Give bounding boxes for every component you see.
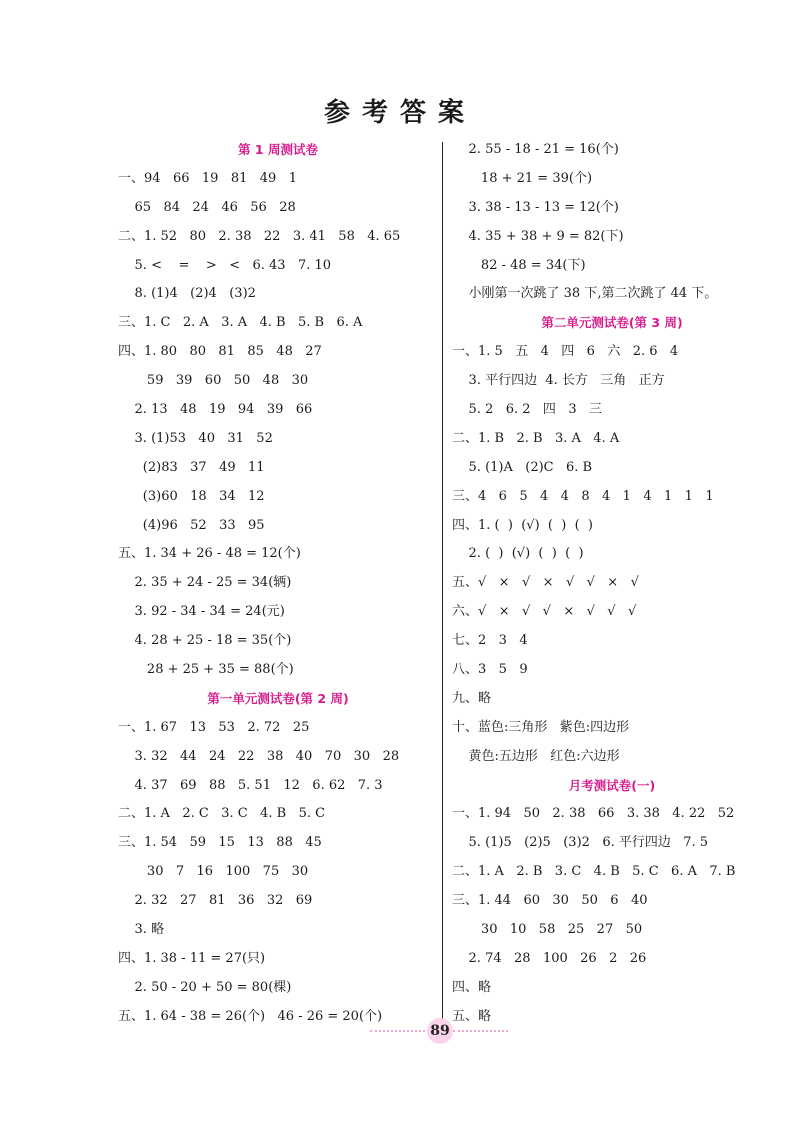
left-column [118, 136, 438, 1032]
answer-line: 2. ( ) (√) ( ) ( ) [452, 546, 584, 562]
answer-line: 五、1. 64 - 38 = 26(个) 46 - 26 = 20(个) [118, 1008, 383, 1024]
page-footer [330, 1008, 510, 1048]
answer-line: 3. 略 [118, 922, 165, 938]
answer-line: 一、1. 5 五 4 四 6 六 2. 6 4 [452, 344, 679, 360]
answer-line: 四、1. 80 80 81 85 48 27 [118, 344, 322, 360]
answer-line: 一、1. 94 50 2. 38 66 3. 38 4. 22 52 [452, 806, 735, 822]
answer-line: 十、蓝色:三角形 紫色:四边形 [452, 719, 630, 735]
answer-line: 五、1. 34 + 26 - 48 = 12(个) [118, 546, 301, 562]
answer-line: 四、略 [452, 979, 492, 995]
answer-line: 30 10 58 25 27 50 [452, 922, 643, 938]
section-heading: 月考测试卷(一) [568, 777, 656, 793]
answer-line: 30 7 16 100 75 30 [118, 864, 309, 880]
answer-line: 2. 35 + 24 - 25 = 34(辆) [118, 575, 292, 591]
answer-line: 3. 平行四边 4. 长方 三角 正方 [452, 373, 665, 389]
answer-line: 5. (1)5 (2)5 (3)2 6. 平行四边 7. 5 [452, 835, 709, 851]
answer-line: (2)83 37 49 11 [118, 459, 265, 475]
answer-line: 三、4 6 5 4 4 8 4 1 4 1 1 1 [452, 488, 714, 504]
column-divider [442, 142, 443, 1027]
answer-line: 28 + 25 + 35 = 88(个) [118, 662, 294, 678]
answer-line: 4. 37 69 88 5. 51 12 6. 62 7. 3 [118, 777, 383, 793]
answer-line: 8. (1)4 (2)4 (3)2 [118, 286, 256, 302]
answer-line: 2. 55 - 18 - 21 = 16(个) [452, 142, 619, 157]
answer-line: 二、1. A 2. C 3. C 4. B 5. C [118, 806, 326, 822]
answer-line: 七、2 3 4 [452, 633, 528, 649]
answer-line: 3. 32 44 24 22 38 40 70 30 28 [118, 748, 400, 764]
answer-line: 82 - 48 = 34(下) [452, 257, 586, 273]
answer-line: 四、1. ( ) (√) ( ) ( ) [452, 517, 593, 533]
answer-line: 黄色:五边形 红色:六边形 [452, 748, 620, 764]
answer-line: 一、94 66 19 81 49 1 [118, 170, 297, 186]
answer-line: 三、1. 44 60 30 50 6 40 [452, 893, 648, 909]
section-heading: 第一单元测试卷(第 2 周) [207, 690, 349, 706]
answer-line: 3. 92 - 34 - 34 = 24(元) [118, 604, 285, 620]
dotted-rule-left [370, 1030, 425, 1032]
answer-line: 八、3 5 9 [452, 662, 528, 678]
answer-line: 18 + 21 = 39(个) [452, 170, 593, 186]
answer-line: 六、√ × √ √ × √ √ √ [452, 604, 637, 620]
answer-line: (4)96 52 33 95 [118, 517, 265, 533]
right-column [452, 136, 772, 1032]
answer-line: 5. 2 6. 2 四 3 三 [452, 402, 603, 418]
answer-line: 2. 32 27 81 36 32 69 [118, 893, 313, 909]
answer-line: 一、1. 67 13 53 2. 72 25 [118, 719, 310, 735]
section-heading: 第 1 周测试卷 [238, 142, 318, 157]
answer-line: 2. 50 - 20 + 50 = 80(棵) [118, 979, 292, 995]
answer-line: 65 84 24 46 56 28 [118, 199, 296, 215]
answer-line: 3. (1)53 40 31 52 [118, 430, 273, 446]
dotted-rule-right [453, 1030, 508, 1032]
answer-line: 3. 38 - 13 - 13 = 12(个) [452, 199, 619, 215]
answer-line: 2. 74 28 100 26 2 26 [452, 950, 647, 966]
page-title: 参考答案 [323, 98, 476, 128]
answer-line: 5. (1)A (2)C 6. B [452, 459, 593, 475]
answer-line: (3)60 18 34 12 [118, 488, 265, 504]
answer-line: 二、1. B 2. B 3. A 4. A [452, 430, 620, 446]
answer-line: 九、略 [452, 690, 492, 706]
answer-line: 二、1. 52 80 2. 38 22 3. 41 58 4. 65 [118, 228, 401, 244]
answer-line: 59 39 60 50 48 30 [118, 373, 309, 389]
section-heading: 第二单元测试卷(第 3 周) [541, 315, 683, 331]
page-number: 89 [427, 1018, 453, 1044]
answer-line: 三、1. C 2. A 3. A 4. B 5. B 6. A [118, 315, 363, 331]
answer-line: 三、1. 54 59 15 13 88 45 [118, 835, 322, 851]
answer-line: 5. < = > < 6. 43 7. 10 [118, 257, 332, 273]
answer-line: 五、略 [452, 1008, 492, 1024]
answer-line: 2. 13 48 19 94 39 66 [118, 402, 313, 418]
answer-line: 四、1. 38 - 11 = 27(只) [118, 950, 266, 966]
answer-line: 五、√ × √ × √ √ × √ [452, 575, 639, 591]
answer-line: 小刚第一次跳了 38 下,第二次跳了 44 下。 [452, 286, 718, 302]
answer-line: 二、1. A 2. B 3. C 4. B 5. C 6. A 7. B [452, 864, 736, 880]
answer-line: 4. 28 + 25 - 18 = 35(个) [118, 633, 292, 649]
answer-line: 4. 35 + 38 + 9 = 82(下) [452, 228, 624, 244]
